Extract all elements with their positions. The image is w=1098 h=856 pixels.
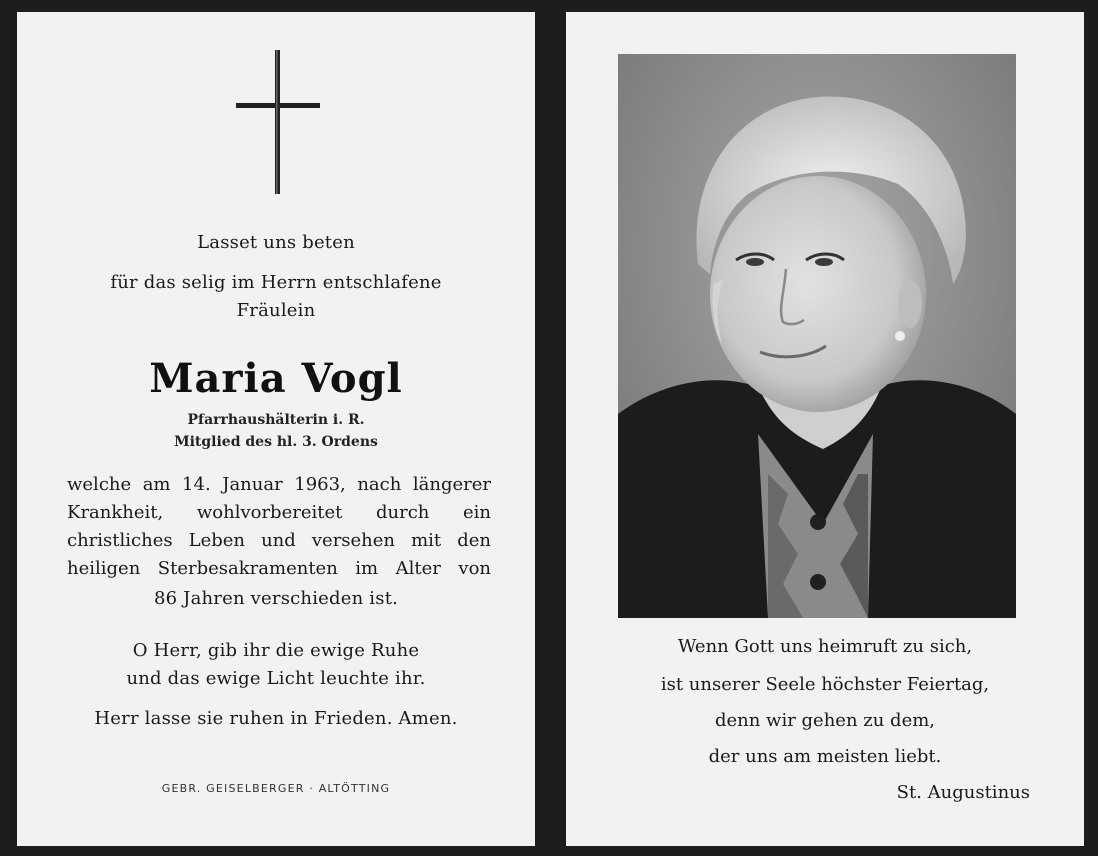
portrait-photo [618,54,1016,618]
printer-credit: GEBR. GEISELBERGER · ALTÖTTING [161,782,391,795]
paragraph-line-4: heiligen Sterbesakramenten im Alter von [67,558,491,579]
closing-line: Herr lasse sie ruhen in Frieden. Amen. [94,708,458,729]
paragraph-line-5: 86 Jahren verschieden ist. [153,588,399,609]
paragraph-line-2: Krankheit, wohlvorbereitet durch ein [67,502,491,523]
intro-line-1: Lasset uns beten [197,232,355,253]
left-card-panel [17,12,535,846]
prayer-line-2: und das ewige Licht leuchte ihr. [126,668,426,689]
portrait-illustration [618,54,1016,618]
title-line-1: Pfarrhaushälterin i. R. [187,412,365,428]
intro-line-3: Fräulein [236,300,316,321]
cross-icon [236,50,320,194]
right-card-panel [566,12,1084,846]
prayer-line-1: O Herr, gib ihr die ewige Ruhe [132,640,420,661]
quote-line-2: ist unserer Seele höchster Feiertag, [660,674,990,695]
quote-line-3: denn wir gehen zu dem, [714,710,936,731]
intro-line-2: für das selig im Herrn entschlafene [110,272,442,293]
quote-line-4: der uns am meisten liebt. [708,746,942,767]
quote-attribution: St. Augustinus [896,782,1030,803]
title-line-2: Mitglied des hl. 3. Ordens [174,434,378,450]
paragraph-line-3: christliches Leben und versehen mit den [67,530,491,551]
paragraph-line-1: welche am 14. Januar 1963, nach längerer [67,474,491,495]
deceased-name: Maria Vogl [149,355,403,402]
quote-line-1: Wenn Gott uns heimruft zu sich, [677,636,973,657]
